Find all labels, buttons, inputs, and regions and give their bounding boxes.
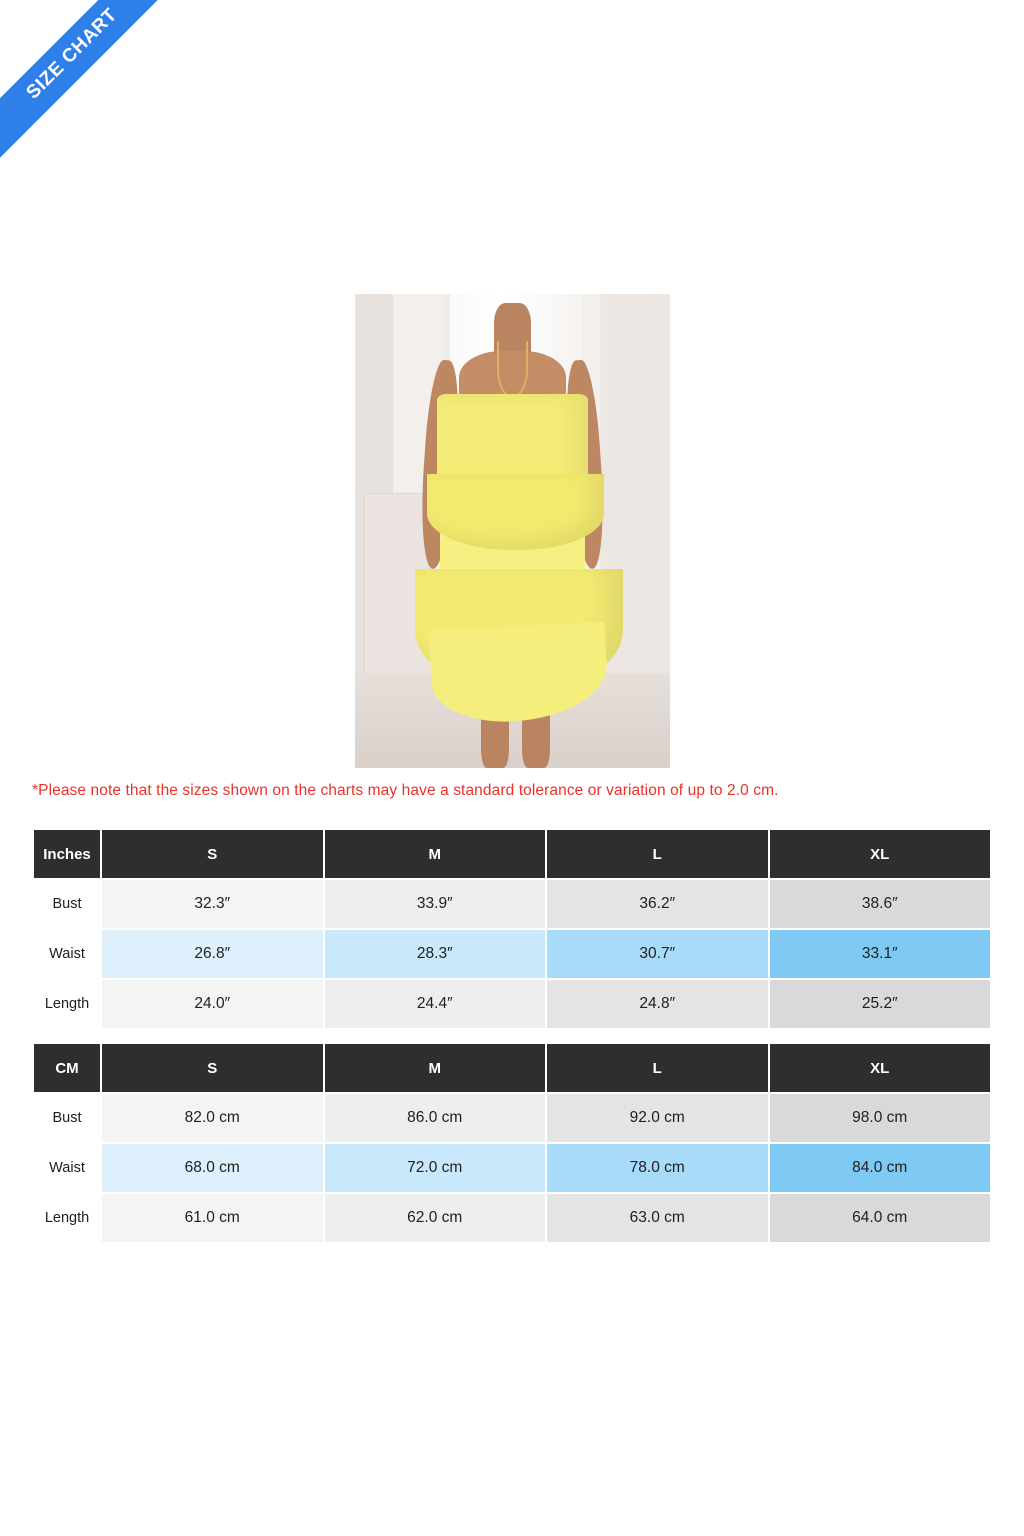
column-header-s: S: [102, 1044, 323, 1092]
cell-length-s: 24.0″: [102, 980, 323, 1028]
row-label-bust: Bust: [34, 880, 100, 928]
table-row: [34, 930, 990, 978]
cell-length-xl: 64.0 cm: [770, 1194, 991, 1242]
cell-bust-xl: 98.0 cm: [770, 1094, 991, 1142]
column-header-l: L: [547, 1044, 768, 1092]
cm-size-table: [32, 1042, 992, 1244]
cell-waist-xl: 33.1″: [770, 930, 991, 978]
row-label-length: Length: [34, 980, 100, 1028]
column-header-l: L: [547, 830, 768, 878]
cell-bust-xl: 38.6″: [770, 880, 991, 928]
table-row: [34, 1144, 990, 1192]
product-image: [355, 294, 670, 768]
row-label-waist: Waist: [34, 930, 100, 978]
table-row: [34, 1194, 990, 1242]
cell-waist-m: 28.3″: [325, 930, 546, 978]
inches-table-block: [32, 828, 992, 1030]
cell-waist-l: 30.7″: [547, 930, 768, 978]
unit-header: Inches: [34, 830, 100, 878]
cell-waist-l: 78.0 cm: [547, 1144, 768, 1192]
cm-table-block: [32, 1042, 992, 1244]
cell-waist-xl: 84.0 cm: [770, 1144, 991, 1192]
column-header-xl: XL: [770, 830, 991, 878]
cell-length-xl: 25.2″: [770, 980, 991, 1028]
cell-length-l: 63.0 cm: [547, 1194, 768, 1242]
cell-bust-l: 36.2″: [547, 880, 768, 928]
inches-table-head: [34, 830, 990, 878]
cell-length-m: 62.0 cm: [325, 1194, 546, 1242]
cm-table-body: [34, 1094, 990, 1242]
table-header-row: [34, 1044, 990, 1092]
ribbon-label: SIZE CHART: [0, 0, 176, 158]
dress-ruffle-upper: [427, 474, 603, 550]
cm-table-head: [34, 1044, 990, 1092]
cell-length-l: 24.8″: [547, 980, 768, 1028]
cell-bust-s: 32.3″: [102, 880, 323, 928]
table-row: [34, 880, 990, 928]
column-header-xl: XL: [770, 1044, 991, 1092]
tolerance-note: *Please note that the sizes shown on the charts may have a standard tolerance or variation of up to 2.0 cm.: [32, 782, 779, 799]
cell-waist-s: 68.0 cm: [102, 1144, 323, 1192]
column-header-m: M: [325, 830, 546, 878]
cell-bust-m: 86.0 cm: [325, 1094, 546, 1142]
inches-table-body: [34, 880, 990, 1028]
cell-length-s: 61.0 cm: [102, 1194, 323, 1242]
cell-length-m: 24.4″: [325, 980, 546, 1028]
cell-waist-m: 72.0 cm: [325, 1144, 546, 1192]
cell-bust-l: 92.0 cm: [547, 1094, 768, 1142]
row-label-bust: Bust: [34, 1094, 100, 1142]
column-header-s: S: [102, 830, 323, 878]
cell-waist-s: 26.8″: [102, 930, 323, 978]
column-header-m: M: [325, 1044, 546, 1092]
table-header-row: [34, 830, 990, 878]
row-label-length: Length: [34, 1194, 100, 1242]
size-chart-ribbon: [0, 0, 190, 190]
cell-bust-m: 33.9″: [325, 880, 546, 928]
unit-header: CM: [34, 1044, 100, 1092]
row-label-waist: Waist: [34, 1144, 100, 1192]
table-row: [34, 1094, 990, 1142]
cell-bust-s: 82.0 cm: [102, 1094, 323, 1142]
inches-size-table: [32, 828, 992, 1030]
table-row: [34, 980, 990, 1028]
